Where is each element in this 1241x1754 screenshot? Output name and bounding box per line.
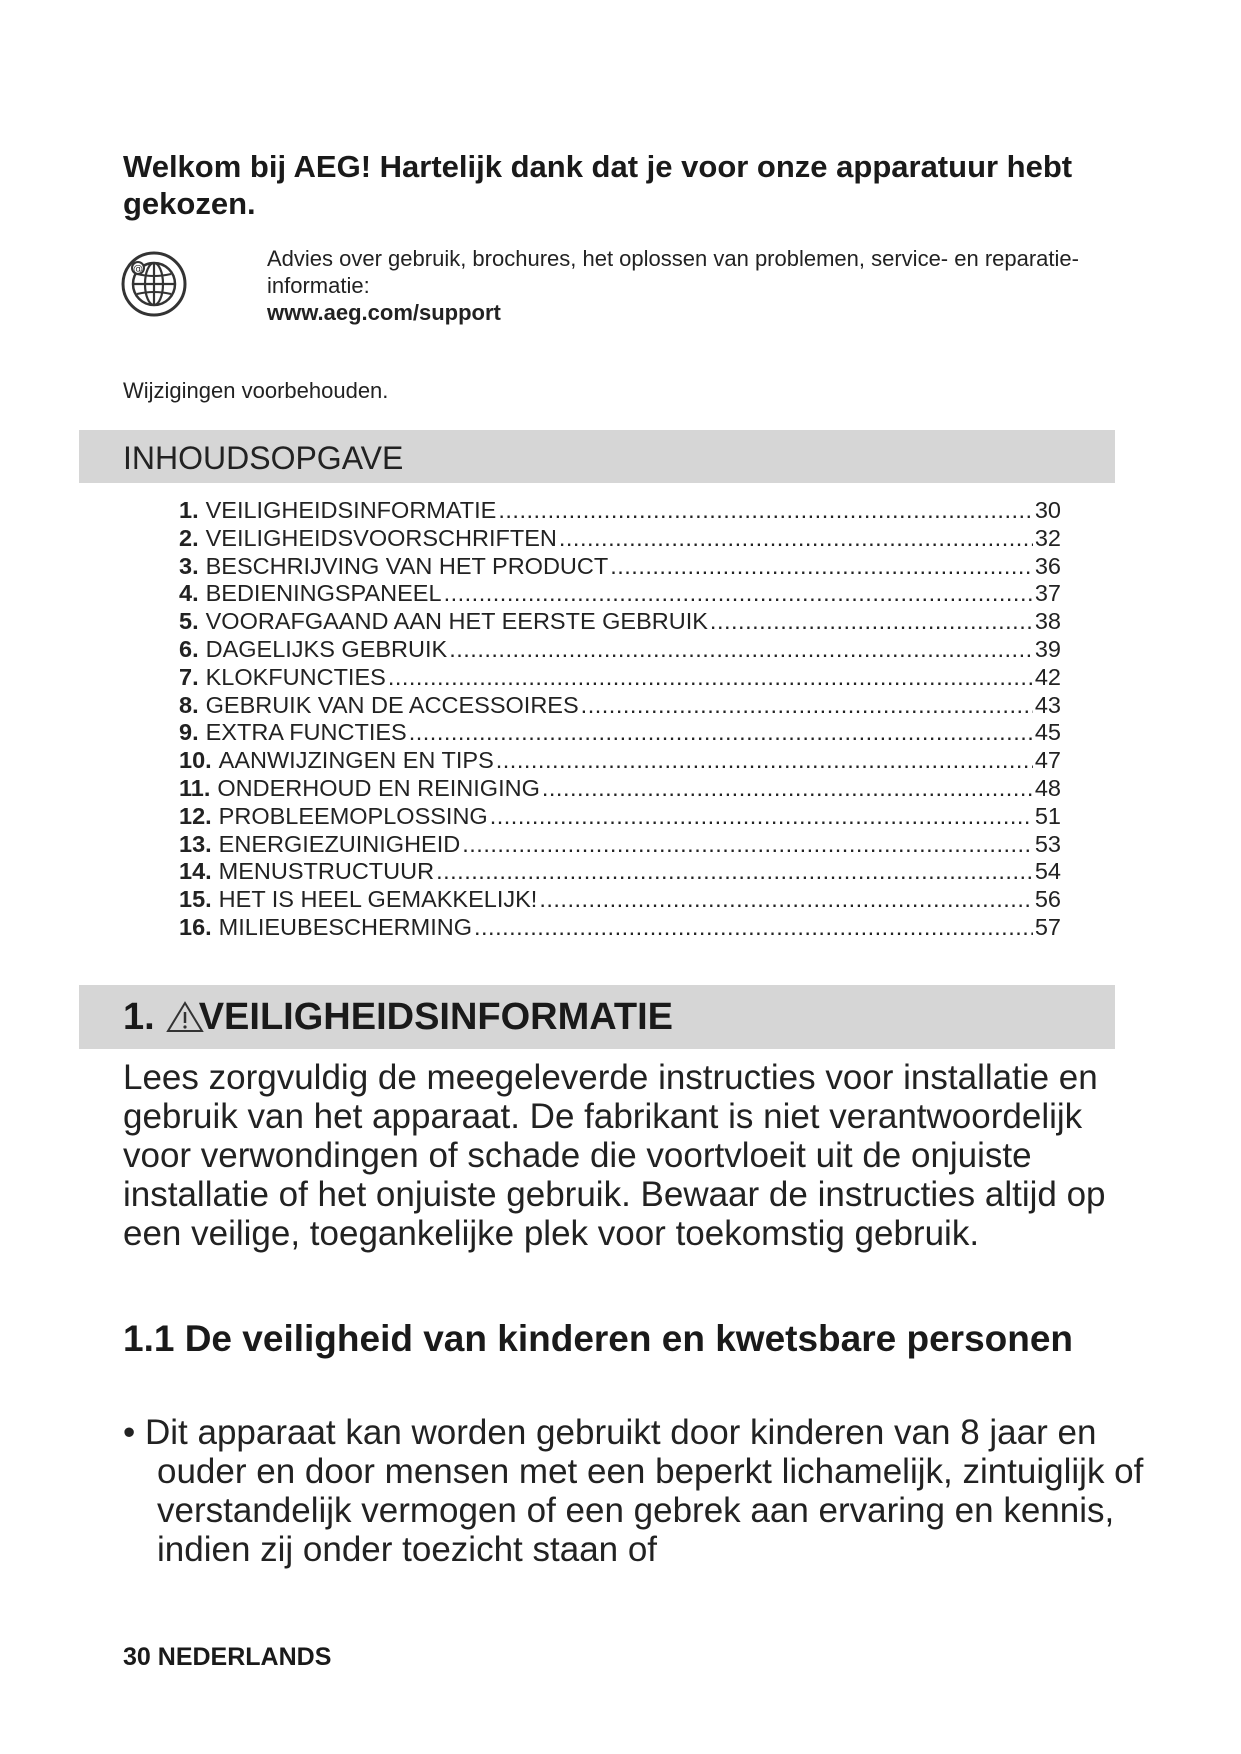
toc-entry-title: AANWIJZINGEN EN TIPS: [218, 747, 494, 774]
toc-dot-leader: [462, 831, 1033, 859]
section-header-bar: [79, 985, 1115, 1049]
footer-page-number: 30: [123, 1643, 151, 1671]
table-of-contents: [179, 497, 1061, 942]
toc-dot-leader: [449, 636, 1033, 664]
toc-entry-number: 11.: [179, 774, 211, 801]
toc-entry-page: 45: [1034, 719, 1061, 746]
toc-title: INHOUDSOPGAVE: [123, 440, 404, 476]
toc-entry-number: 6.: [179, 635, 199, 662]
toc-entry-title: ENERGIEZUINIGHEID: [218, 830, 461, 857]
toc-entry-page: 43: [1034, 691, 1061, 718]
page-footer: [123, 1642, 331, 1672]
toc-entry-title: MENUSTRUCTUUR: [218, 858, 435, 885]
toc-entry[interactable]: [179, 664, 1061, 692]
toc-entry-number: 13.: [179, 830, 212, 857]
toc-entry[interactable]: [179, 636, 1061, 664]
toc-dot-leader: [444, 580, 1033, 608]
toc-dot-leader: [539, 886, 1033, 914]
toc-entry[interactable]: [179, 914, 1061, 942]
toc-entry[interactable]: [179, 747, 1061, 775]
toc-entry-title: BEDIENINGSPANEEL: [205, 580, 442, 607]
support-description: Advies over gebruik, brochures, het oplossen van problemen, service- en reparatie-informatie:: [267, 246, 1079, 298]
toc-entry-number: 15.: [179, 886, 212, 913]
toc-entry-title: EXTRA FUNCTIES: [205, 719, 407, 746]
subsection-heading: 1.1 De veiligheid van kinderen en kwetsbare personen: [123, 1318, 1074, 1359]
toc-entry-title: GEBRUIK VAN DE ACCESSOIRES: [205, 691, 579, 718]
toc-dot-leader: [409, 719, 1033, 747]
toc-entry-page: 53: [1034, 830, 1061, 857]
toc-entry[interactable]: [179, 886, 1061, 914]
toc-dot-leader: [498, 497, 1033, 525]
toc-entry-number: 12.: [179, 802, 212, 829]
toc-entry-page: 30: [1034, 497, 1061, 523]
toc-entry-title: VEILIGHEIDSVOORSCHRIFTEN: [205, 524, 557, 551]
section-title: [123, 994, 673, 1040]
toc-entry-number: 10.: [179, 747, 212, 774]
toc-entry-number: 14.: [179, 858, 212, 885]
toc-entry[interactable]: [179, 803, 1061, 831]
section-number: 1.: [123, 996, 155, 1038]
toc-entry-title: KLOKFUNCTIES: [205, 663, 386, 690]
toc-entry-page: 51: [1034, 802, 1061, 829]
toc-entry[interactable]: [179, 553, 1061, 581]
footer-language: NEDERLANDS: [157, 1643, 332, 1671]
toc-entry-title: PROBLEEMOPLOSSING: [218, 802, 488, 829]
toc-entry[interactable]: [179, 831, 1061, 859]
toc-entry-title: DAGELIJKS GEBRUIK: [205, 635, 448, 662]
toc-entry-title: ONDERHOUD EN REINIGING: [217, 774, 540, 801]
toc-entry-number: 8.: [179, 691, 199, 718]
toc-entry-page: 38: [1034, 608, 1061, 635]
toc-entry-number: 3.: [179, 552, 199, 579]
toc-dot-leader: [710, 608, 1033, 636]
toc-entry[interactable]: [179, 692, 1061, 720]
toc-entry[interactable]: [179, 580, 1061, 608]
toc-entry-number: 16.: [179, 913, 212, 940]
toc-entry-number: 1.: [179, 497, 199, 523]
toc-entry[interactable]: [179, 775, 1061, 803]
toc-entry-page: 36: [1034, 552, 1061, 579]
toc-entry-title: VEILIGHEIDSINFORMATIE: [205, 497, 497, 523]
toc-dot-leader: [490, 803, 1033, 831]
toc-entry[interactable]: [179, 525, 1061, 553]
toc-entry[interactable]: [179, 858, 1061, 886]
toc-dot-leader: [542, 775, 1033, 803]
toc-entry-page: 37: [1034, 580, 1061, 607]
toc-entry-page: 42: [1034, 663, 1061, 690]
support-link[interactable]: www.aeg.com/support: [267, 300, 501, 325]
toc-entry[interactable]: [179, 497, 1061, 525]
toc-entry-page: 47: [1034, 747, 1061, 774]
toc-entry-page: 56: [1034, 886, 1061, 913]
bullet-item: • Dit apparaat kan worden gebruikt door kinderen van 8 jaar en ouder en door mensen met een beperkt lichamelijk, zintuiglijk of verstandelijk vermogen of een gebrek aan ervaring en kennis, indien zij onder toezicht staan of: [123, 1413, 1144, 1569]
intro-paragraph: Lees zorgvuldig de meegeleverde instructies voor installatie en gebruik van het apparaat. De fabrikant is niet verantwoordelijk voor verwondingen of schade die voortvloeit uit de onjuiste installatie of het onjuiste gebruik. Bewaar de instructies altijd op een veilige, toegankelijke plek voor toekomstig gebruik.: [123, 1058, 1106, 1253]
toc-dot-leader: [610, 553, 1033, 581]
toc-entry-number: 2.: [179, 524, 199, 551]
toc-dot-leader: [388, 664, 1033, 692]
toc-entry-title: VOORAFGAAND AAN HET EERSTE GEBRUIK: [205, 608, 708, 635]
toc-entry-page: 48: [1034, 774, 1061, 801]
support-info: [267, 245, 1117, 326]
globe-web-icon: [120, 250, 188, 318]
changes-note: Wijzigingen voorbehouden.: [123, 378, 389, 403]
toc-entry-number: 5.: [179, 608, 199, 635]
toc-entry-title: BESCHRIJVING VAN HET PRODUCT: [205, 552, 609, 579]
toc-entry-number: 7.: [179, 663, 199, 690]
toc-header-bar: [79, 430, 1115, 483]
toc-entry-page: 57: [1034, 913, 1061, 940]
toc-entry-title: HET IS HEEL GEMAKKELIJK!: [218, 886, 538, 913]
toc-entry-page: 39: [1034, 635, 1061, 662]
toc-dot-leader: [436, 858, 1033, 886]
toc-entry[interactable]: [179, 719, 1061, 747]
welcome-heading: Welkom bij AEG! Hartelijk dank dat je voor onze apparatuur hebt gekozen.: [123, 149, 1073, 221]
toc-entry[interactable]: [179, 608, 1061, 636]
toc-entry-page: 54: [1034, 858, 1061, 885]
toc-dot-leader: [581, 692, 1033, 720]
toc-dot-leader: [474, 914, 1033, 942]
section-name: VEILIGHEIDSINFORMATIE: [198, 996, 674, 1038]
toc-entry-number: 9.: [179, 719, 199, 746]
svg-text:@: @: [133, 264, 143, 275]
toc-entry-number: 4.: [179, 580, 199, 607]
toc-entry-title: MILIEUBESCHERMING: [218, 913, 472, 940]
toc-dot-leader: [496, 747, 1033, 775]
toc-dot-leader: [559, 525, 1033, 553]
toc-entry-page: 32: [1034, 524, 1061, 551]
